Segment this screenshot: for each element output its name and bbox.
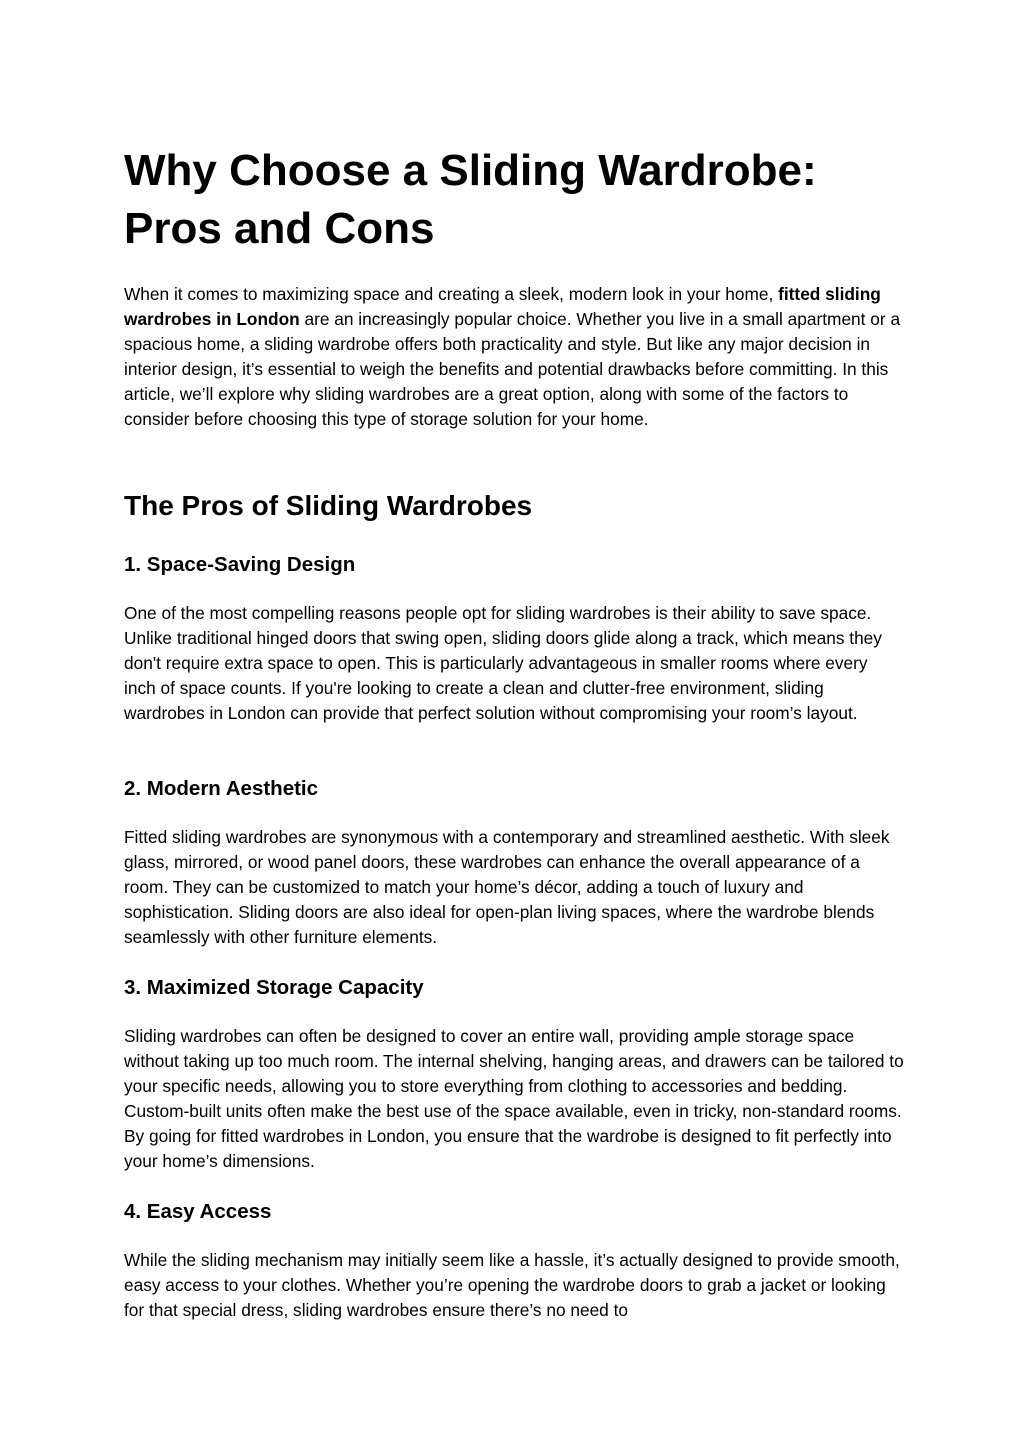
pros-heading: The Pros of Sliding Wardrobes [124, 490, 533, 521]
intro-text-end: are an increasingly popular choice. Whether you live in a small apartment or a spacious home, a sliding wardrobe offers both practicality and style. But like any major decision in interior design, it’s essential to weigh the benefits and potential drawbacks before committing. In this article, we’ll explore why sliding wardrobes are a great option, along with some of the factors to consider before choosing this type of storage solution for your home. [124, 309, 901, 429]
section-body-easy-access: While the sliding mechanism may initially seem like a hassle, it’s actually designed to provide smooth, easy access to your clothes. Whether you’re opening the wardrobe doors to grab a jacket or looking for that special dress, sliding wardrobes ensure there’s no need to [124, 1250, 900, 1320]
section-body-space-saving: One of the most compelling reasons people opt for sliding wardrobes is their ability to save space. Unlike traditional hinged doors that swing open, sliding doors glide along a track, which means they don't require extra space to open. This is particularly advantageous in smaller rooms where every inch of space counts. If you're looking to create a clean and clutter-free environment, sliding wardrobes in London can provide that perfect solution without compromising your room’s layout. [124, 603, 882, 723]
section-body-storage-capacity: Sliding wardrobes can often be designed to cover an entire wall, providing ample storage space without taking up too much room. The internal shelving, hanging areas, and drawers can be tailored to your specific needs, allowing you to store everything from clothing to accessories and bedding. Custom-built units often make the best use of the space available, even in tricky, non-standard rooms. By going for fitted wardrobes in London, you ensure that the wardrobe is designed to fit perfectly into your home’s dimensions. [124, 1026, 904, 1171]
section-body-modern-aesthetic: Fitted sliding wardrobes are synonymous with a contemporary and streamlined aesthetic. With sleek glass, mirrored, or wood panel doors, these wardrobes can enhance the overall appearance of a room. They can be customized to match your home’s décor, adding a touch of luxury and sophistication. Sliding doors are also ideal for open-plan living spaces, where the wardrobe blends seamlessly with other furniture elements. [124, 827, 890, 947]
article-title: Why Choose a Sliding Wardrobe: Pros and Cons [124, 146, 817, 253]
intro-text-start: When it comes to maximizing space and creating a sleek, modern look in your home, [124, 284, 779, 304]
section-heading-easy-access: 4. Easy Access [124, 1200, 272, 1223]
intro-bold-phrase: fitted sliding wardrobes in London [124, 284, 881, 329]
intro-paragraph [124, 282, 904, 432]
section-heading-storage-capacity: 3. Maximized Storage Capacity [124, 976, 424, 999]
section-heading-modern-aesthetic: 2. Modern Aesthetic [124, 777, 319, 800]
section-heading-space-saving: 1. Space-Saving Design [124, 553, 356, 576]
